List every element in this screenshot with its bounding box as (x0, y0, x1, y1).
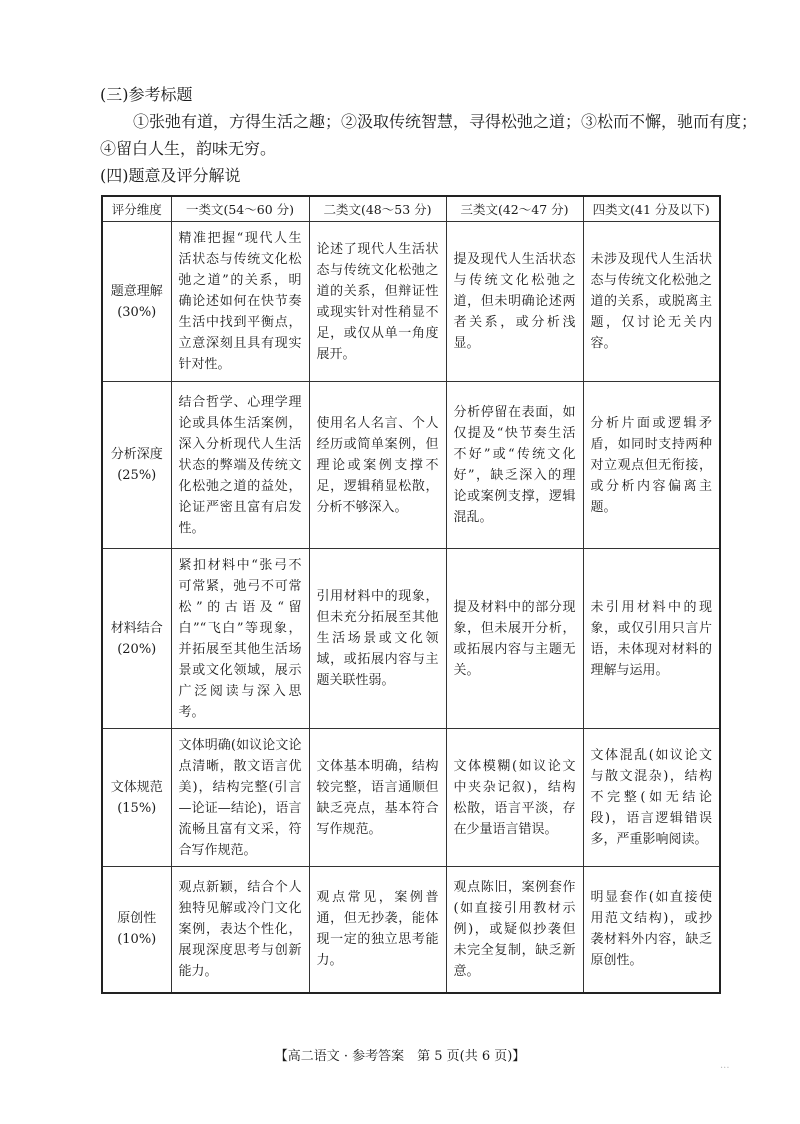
scoring-rubric-table (101, 195, 721, 994)
dimension-weight: (25%) (117, 468, 157, 483)
criteria-cell: 文体明确(如议论文论点清晰，散文语言优美)，结构完整(引言—论证—结论)，语言流畅且富有文采，符合写作规范。 (171, 729, 309, 867)
dimension-weight: (20%) (117, 641, 157, 657)
dimension-name: 原创性 (117, 911, 157, 927)
criteria-cell: 精准把握“现代人生活状态与传统文化松弛之道”的关系，明确论述如何在快节奏生活中找到平衡点，立意深刻且具有现实针对性。 (171, 222, 309, 382)
dimension-cell (102, 222, 171, 382)
criteria-cell: 提及材料中的部分现象，但未展开分析，或拓展内容与主题无关。 (446, 549, 583, 729)
criteria-cell: 提及现代人生活状态与传统文化松弛之道，但未明确论述两者关系，或分析浅显。 (446, 222, 583, 382)
criteria-cell: 引用材料中的现象，但未充分拓展至其他生活场景或文化领域，或拓展内容与主题关联性弱。 (309, 549, 446, 729)
criteria-cell: 观点陈旧，案例套作(如直接引用教材示例)，或疑似抄袭但未完全复制，缺乏新意。 (446, 867, 583, 993)
criteria-cell: 未涉及现代人生活状态与传统文化松弛之道的关系，或脱离主题，仅讨论无关内容。 (583, 222, 720, 382)
dimension-weight: (30%) (117, 304, 157, 320)
dimension-weight: (15%) (117, 800, 157, 816)
header-class-4: 四类文(41 分及以下) (583, 196, 720, 222)
criteria-cell: 分析停留在表面，如仅提及“快节奏生活不好”或“传统文化好”，缺乏深入的理论或案例支撑，逻辑混乱。 (446, 382, 583, 549)
reference-titles-line-1: ①张弛有道，方得生活之趣；②汲取传统智慧，寻得松弛之道；③松而不懈，驰而有度； (133, 112, 758, 131)
scan-artifact-dots: ··· (720, 1063, 730, 1074)
dimension-name: 材料结合 (110, 620, 163, 636)
dimension-weight: (10%) (117, 932, 157, 948)
section-4-heading: (四)题意及评分解说 (100, 166, 241, 185)
dimension-name: 分析深度 (110, 447, 163, 462)
criteria-cell: 观点常见，案例普通，但无抄袭，能体现一定的独立思考能力。 (309, 867, 446, 993)
header-class-2: 二类文(48～53 分) (309, 196, 446, 222)
reference-titles-line-2: ④留白人生，韵味无穷。 (100, 139, 277, 158)
criteria-cell: 未引用材料中的现象，或仅引用只言片语，未体现对材料的理解与运用。 (583, 549, 720, 729)
table-row (102, 222, 720, 382)
criteria-cell: 紧扣材料中“张弓不可常紧，弛弓不可常松”的古语及“留白”“飞白”等现象，并拓展至其他生活场景或文化领域，展示广泛阅读与深入思考。 (171, 549, 309, 729)
dimension-cell (102, 867, 171, 993)
dimension-name: 文体规范 (110, 779, 163, 795)
table-row (102, 729, 720, 867)
dimension-cell (102, 382, 171, 549)
criteria-cell: 文体模糊(如议论文中夹杂记叙)，结构松散，语言平淡，存在少量语言错误。 (446, 729, 583, 867)
criteria-cell: 使用名人名言、个人经历或简单案例，但理论或案例支撑不足，逻辑稍显松散，分析不够深入。 (309, 382, 446, 549)
dimension-cell (102, 729, 171, 867)
header-class-3: 三类文(42～47 分) (446, 196, 583, 222)
criteria-cell: 论述了现代人生活状态与传统文化松弛之道的关系，但辩证性或现实针对性稍显不足，或仅从单一角度展开。 (309, 222, 446, 382)
table-header-row (102, 196, 720, 222)
section-3-heading: (三)参考标题 (100, 85, 193, 104)
header-dimension: 评分维度 (102, 196, 171, 222)
dimension-name: 题意理解 (110, 283, 163, 299)
criteria-cell: 观点新颖，结合个人独特见解或冷门文化案例，表达个性化，展现深度思考与创新能力。 (171, 867, 309, 993)
dimension-cell (102, 549, 171, 729)
criteria-cell: 文体混乱(如议论文与散文混杂)，结构不完整(如无结论段)，语言逻辑错误多，严重影响阅读。 (583, 729, 720, 867)
page-footer: 【高二语文 · 参考答案 第 5 页(共 6 页)】 (274, 1049, 526, 1064)
table-row (102, 549, 720, 729)
criteria-cell: 结合哲学、心理学理论或具体生活案例，深入分析现代人生活状态的弊端及传统文化松弛之道的益处，论证严密且富有启发性。 (171, 382, 309, 549)
table-row (102, 867, 720, 993)
criteria-cell: 分析片面或逻辑矛盾，如同时支持两种对立观点但无衔接，或分析内容偏离主题。 (583, 382, 720, 549)
table-row (102, 382, 720, 549)
header-class-1: 一类文(54～60 分) (171, 196, 309, 222)
criteria-cell: 文体基本明确，结构较完整，语言通顺但缺乏亮点，基本符合写作规范。 (309, 729, 446, 867)
criteria-cell: 明显套作(如直接使用范文结构)，或抄袭材料外内容，缺乏原创性。 (583, 867, 720, 993)
